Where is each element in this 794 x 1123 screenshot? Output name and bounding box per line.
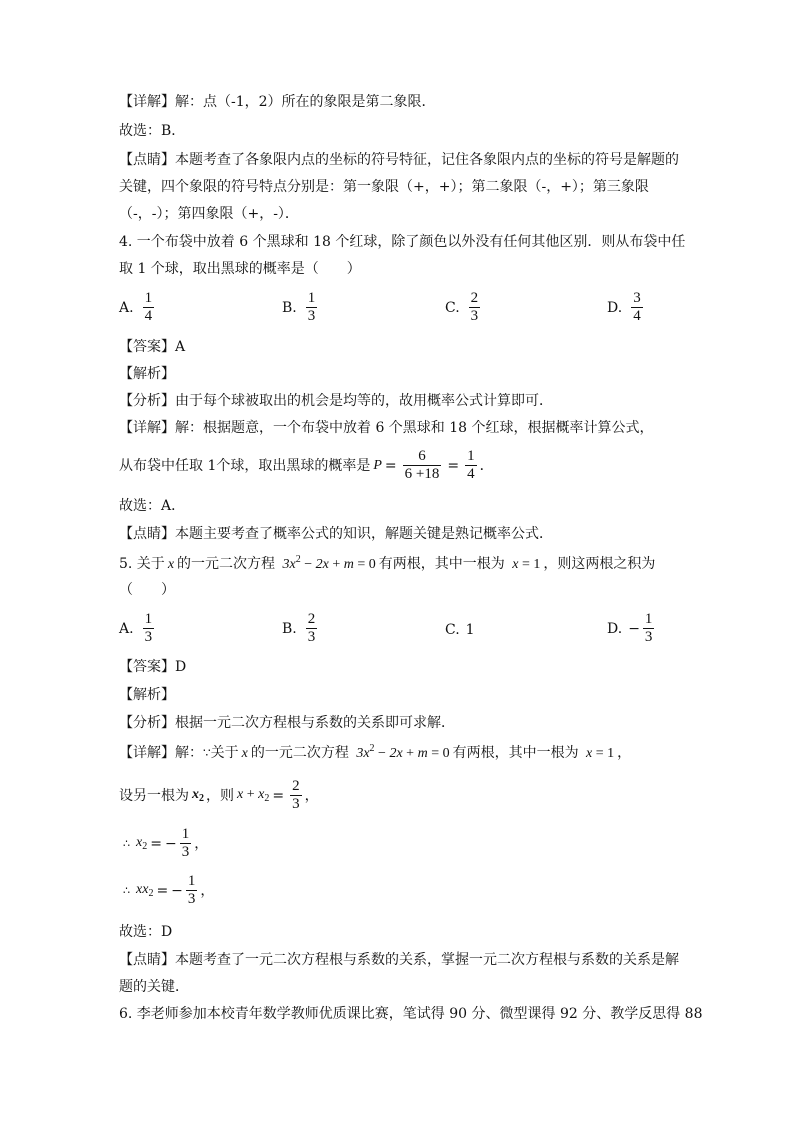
q5-analysis: 【分析】根据一元二次方程根与系数的关系即可求解． xyxy=(119,715,455,731)
q4-option-c: C. $\frac{2}{3}$ xyxy=(445,290,479,324)
q5-option-a: A. $\frac{1}{3}$ xyxy=(119,611,153,645)
q4-fraction-2: $\frac{1}{4}$ xyxy=(467,448,475,482)
q5-comment-line-2: 题的关键． xyxy=(119,979,189,995)
q4-option-b: B. $\frac{1}{3}$ xyxy=(282,290,316,324)
q3-comment-line-2: 关键，四个象限的符号特点分别是：第一象限（+，+）；第二象限（-，+）；第三象限 xyxy=(119,179,649,195)
q5-detail-line-3: ∴ $x_2$ = − $\frac{1}{3}$ ， xyxy=(123,826,209,860)
q5-option-c: C. 1 xyxy=(445,622,475,638)
q3-choice: 故选：B． xyxy=(119,123,186,139)
q5-detail-line-4: ∴ $xx_2$ = − $\frac{1}{3}$ ， xyxy=(123,873,215,907)
q5-answer: 【答案】D xyxy=(119,659,187,675)
q5-comment-line-1: 【点睛】本题考查了一元二次方程根与系数的关系，掌握一元二次方程根与系数的关系是解 xyxy=(119,952,679,968)
q4-detail-text: 从布袋中任取 1个球，取出黑球的概率是 xyxy=(119,457,371,474)
q4-stem-line-1: 4. 一个布袋中放着 6 个黑球和 18 个红球，除了颜色以外没有任何其他区别．则从布袋中任 xyxy=(119,234,686,250)
q4-var-p: P xyxy=(373,457,382,473)
q4-choice: 故选：A． xyxy=(119,498,186,514)
q3-detail: 【详解】解：点（-1，2）所在的象限是第二象限． xyxy=(119,94,436,110)
q4-analysis: 【分析】由于每个球被取出的机会是均等的，故用概率公式计算即可． xyxy=(119,393,553,409)
because-icon: ∵ xyxy=(203,746,211,760)
q4-comment: 【点睛】本题主要考查了概率公式的知识，解题关键是熟记概率公式． xyxy=(119,526,553,542)
q3-comment-line-3: （-，-）；第四象限（+，-）． xyxy=(119,206,299,222)
q4-stem-line-2: 取 1 个球，取出黑球的概率是（ ） xyxy=(119,261,361,277)
q4-detail-line-2: 从布袋中任取 1个球，取出黑球的概率是 P = $\frac{6}{6 +18}$ = $\frac{1}{4}$ ． xyxy=(119,448,494,482)
q4-analysis-heading: 【解析】 xyxy=(119,366,175,382)
q4-option-a: A. $\frac{1}{4}$ xyxy=(119,290,153,324)
q5-option-b: B. $\frac{2}{3}$ xyxy=(282,611,316,645)
q5-equation: $3x^2 - 2x + m = 0$ xyxy=(282,554,376,572)
q5-stem-line-2: （ ） xyxy=(119,582,175,598)
q4-detail-line-1: 【详解】解：根据题意，一个布袋中放着 6 个黑球和 18 个红球，根据概率计算公式， xyxy=(119,420,654,436)
q5-detail-line-1: 【详解】解：∵关于 x 的一元二次方程 $3x^2 - 2x + m = 0$ 有两根，其中一根为 x = 1 ， xyxy=(119,743,632,761)
q5-stem-line-1: 5. 关于 x 的一元二次方程 $3x^2 - 2x + m = 0$ 有两根，其中一根为 x = 1 ，则这两根之积为 xyxy=(119,554,656,572)
q4-answer: 【答案】A xyxy=(119,339,186,355)
q5-detail-line-2: 设另一根为 $x_2$ ，则 $x + x_2$ = $\frac{2}{3}$ ， xyxy=(119,778,319,812)
q5-root: x = 1 xyxy=(512,557,541,572)
q4-option-d: D. $\frac{3}{4}$ xyxy=(607,290,641,324)
q6-stem-line-1: 6. 李老师参加本校青年数学教师优质课比赛，笔试得 90 分、微型课得 92 分、教学反思得 88 xyxy=(119,1006,703,1022)
q5-option-d: D. − $\frac{1}{3}$ xyxy=(607,611,653,645)
q5-choice: 故选：D xyxy=(119,924,173,940)
q4-fraction-1: $\frac{6}{6 +18}$ xyxy=(404,448,440,482)
q3-comment-line-1: 【点睛】本题考查了各象限内点的坐标的符号特征，记住各象限内点的坐标的符号是解题的 xyxy=(119,152,679,168)
q5-analysis-heading: 【解析】 xyxy=(119,687,175,703)
